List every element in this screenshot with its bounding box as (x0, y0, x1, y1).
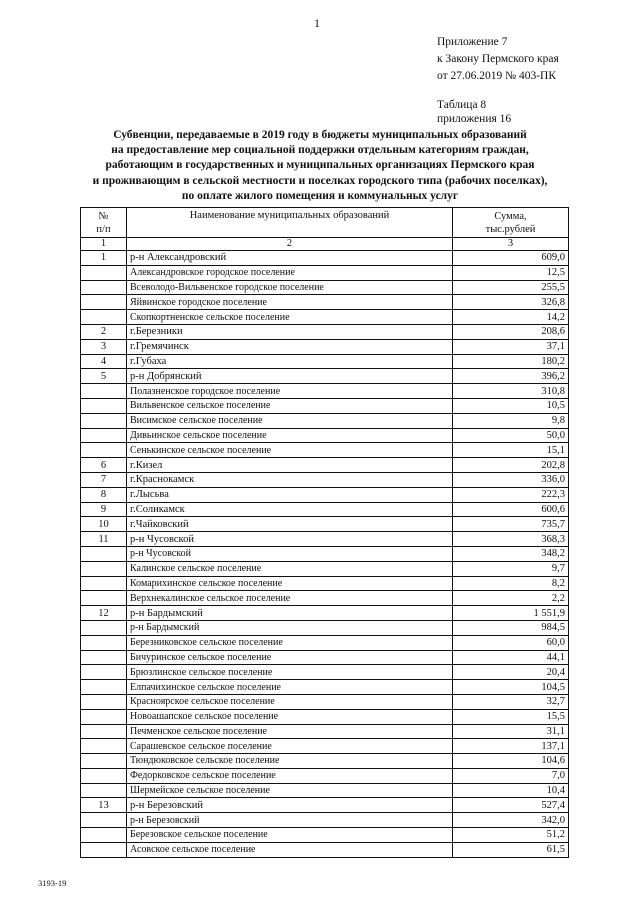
row-number (81, 635, 127, 650)
document-code: 3193-19 (38, 878, 67, 888)
municipality-name: Яйвинское городское поселение (127, 295, 453, 310)
document-title (90, 128, 550, 204)
table-row (81, 709, 569, 724)
title-line-4: и проживающим в сельской местности и поселках городского типа (рабочих поселках), (92, 174, 548, 187)
table-row (81, 798, 569, 813)
subsidy-amount: 735,7 (453, 517, 569, 532)
subsidy-amount: 368,3 (453, 532, 569, 547)
header-sum (453, 208, 569, 238)
row-number: 11 (81, 532, 127, 547)
title-line-1: Субвенции, передаваемые в 2019 году в бюджеты муниципальных образований (113, 129, 527, 141)
row-number: 13 (81, 798, 127, 813)
subsidy-amount: 326,8 (453, 295, 569, 310)
municipality-name: р-н Березовский (127, 798, 453, 813)
municipality-name: Висимское сельское поселение (127, 413, 453, 428)
municipality-name: Шермейское сельское поселение (127, 783, 453, 798)
subsidy-amount: 10,4 (453, 783, 569, 798)
table-row (81, 739, 569, 754)
row-number (81, 443, 127, 458)
subsidy-amount: 20,4 (453, 665, 569, 680)
row-number (81, 413, 127, 428)
row-number (81, 620, 127, 635)
table-ref-line-1: Таблица 8 (437, 99, 487, 111)
header-sum-line-1: Сумма, (494, 210, 527, 222)
municipality-name: Комарихинское сельское поселение (127, 576, 453, 591)
municipality-name: Елпачихинское сельское поселение (127, 680, 453, 695)
municipality-name: р-н Бардымский (127, 620, 453, 635)
table-row (81, 472, 569, 487)
header-number-line-2: п/п (96, 223, 111, 235)
table-row (81, 532, 569, 547)
row-number (81, 591, 127, 606)
row-number (81, 783, 127, 798)
row-number: 5 (81, 369, 127, 384)
table-reference (437, 98, 511, 126)
table-row (81, 546, 569, 561)
appendix-reference (437, 34, 559, 85)
subsidy-amount: 208,6 (453, 324, 569, 339)
page-number: 1 (314, 16, 320, 30)
row-number: 1 (81, 251, 127, 266)
appendix-line-3: от 27.06.2019 № 403-ПК (437, 70, 557, 82)
subsidy-amount: 600,6 (453, 502, 569, 517)
row-number (81, 739, 127, 754)
subsidy-amount: 15,1 (453, 443, 569, 458)
municipality-name: р-н Александровский (127, 251, 453, 266)
table-row (81, 768, 569, 783)
row-number (81, 576, 127, 591)
table-row (81, 635, 569, 650)
row-number: 12 (81, 606, 127, 621)
table-row (81, 561, 569, 576)
subsidy-amount: 348,2 (453, 546, 569, 561)
subsidy-amount: 44,1 (453, 650, 569, 665)
row-number (81, 650, 127, 665)
table-row (81, 665, 569, 680)
row-number: 9 (81, 502, 127, 517)
row-number (81, 384, 127, 399)
subsidy-amount: 32,7 (453, 694, 569, 709)
subsidy-amount: 8,2 (453, 576, 569, 591)
row-number (81, 709, 127, 724)
title-line-5: по оплате жилого помещения и коммунальных услуг (181, 189, 459, 202)
table-row (81, 606, 569, 621)
row-number: 7 (81, 472, 127, 487)
subsidy-amount: 12,5 (453, 265, 569, 280)
table-row (81, 650, 569, 665)
table-row (81, 828, 569, 843)
row-number (81, 561, 127, 576)
municipality-name: Вильвенское сельское поселение (127, 398, 453, 413)
row-number: 4 (81, 354, 127, 369)
table-row (81, 517, 569, 532)
subsidy-amount: 31,1 (453, 724, 569, 739)
municipality-name: Всеволодо-Вильвенское городское поселение (127, 280, 453, 295)
table-row (81, 502, 569, 517)
subsidy-amount: 50,0 (453, 428, 569, 443)
title-line-2: на предоставление мер социальной поддержки отдельным категориям граждан, (111, 144, 529, 157)
municipality-name: р-н Добрянский (127, 369, 453, 384)
municipality-name: Березовское сельское поселение (127, 828, 453, 843)
table-row (81, 694, 569, 709)
table-row (81, 398, 569, 413)
municipality-name: г.Губаха (127, 354, 453, 369)
subsidy-amount: 336,0 (453, 472, 569, 487)
subsidy-amount: 15,5 (453, 709, 569, 724)
subsidy-amount: 1 551,9 (453, 606, 569, 621)
row-number (81, 768, 127, 783)
municipality-name: р-н Чусовской (127, 546, 453, 561)
row-number: 2 (81, 324, 127, 339)
row-number (81, 428, 127, 443)
table-row (81, 458, 569, 473)
municipality-name: г.Чайковский (127, 517, 453, 532)
appendix-line-2: к Закону Пермского края (437, 53, 559, 65)
table-row (81, 310, 569, 325)
municipality-name: г.Гремячинск (127, 339, 453, 354)
row-number: 8 (81, 487, 127, 502)
municipality-name: Новоашапское сельское поселение (127, 709, 453, 724)
subsidy-amount: 310,8 (453, 384, 569, 399)
subsidy-amount: 396,2 (453, 369, 569, 384)
table-row (81, 724, 569, 739)
subsidy-amount: 104,5 (453, 680, 569, 695)
table-row (81, 324, 569, 339)
column-number: 2 (127, 238, 453, 251)
table-row (81, 265, 569, 280)
row-number (81, 813, 127, 828)
municipality-name: Бичуринское сельское поселение (127, 650, 453, 665)
row-number: 6 (81, 458, 127, 473)
header-sum-line-2: тыс.рублей (485, 223, 536, 235)
subsidy-amount: 342,0 (453, 813, 569, 828)
table-row (81, 443, 569, 458)
table-row (81, 354, 569, 369)
column-number: 1 (81, 238, 127, 251)
subsidy-amount: 9,7 (453, 561, 569, 576)
subsidy-amount: 104,6 (453, 754, 569, 769)
table-row (81, 576, 569, 591)
row-number: 3 (81, 339, 127, 354)
municipality-name: Березниковское сельское поселение (127, 635, 453, 650)
subsidy-amount: 255,5 (453, 280, 569, 295)
row-number (81, 680, 127, 695)
title-line-3: работающим в государственных и муниципальных организациях Пермского края (105, 159, 535, 172)
subsidy-amount: 180,2 (453, 354, 569, 369)
table-row (81, 842, 569, 857)
municipality-name: г.Кизел (127, 458, 453, 473)
table-row (81, 680, 569, 695)
row-number (81, 280, 127, 295)
subsidy-amount: 984,5 (453, 620, 569, 635)
municipality-name: Сенькинское сельское поселение (127, 443, 453, 458)
table-row (81, 813, 569, 828)
table-row (81, 428, 569, 443)
municipality-name: Скопкортненское сельское поселение (127, 310, 453, 325)
row-number: 10 (81, 517, 127, 532)
subsidy-amount: 61,5 (453, 842, 569, 857)
subsidy-amount: 14,2 (453, 310, 569, 325)
subsidy-amount: 609,0 (453, 251, 569, 266)
row-number (81, 754, 127, 769)
municipality-name: г.Соликамск (127, 502, 453, 517)
subsidy-amount: 202,8 (453, 458, 569, 473)
municipality-name: г.Краснокамск (127, 472, 453, 487)
subsidies-table (80, 207, 569, 858)
table-row (81, 413, 569, 428)
subsidy-amount: 60,0 (453, 635, 569, 650)
table-row (81, 280, 569, 295)
municipality-name: Тюндюковское сельское поселение (127, 754, 453, 769)
municipality-name: Федорковское сельское поселение (127, 768, 453, 783)
municipality-name: Брюзлинское сельское поселение (127, 665, 453, 680)
municipality-name: Сарашевское сельское поселение (127, 739, 453, 754)
row-number (81, 724, 127, 739)
subsidy-amount: 222,3 (453, 487, 569, 502)
row-number (81, 694, 127, 709)
row-number (81, 295, 127, 310)
municipality-name: г.Березники (127, 324, 453, 339)
table-row (81, 754, 569, 769)
row-number (81, 310, 127, 325)
row-number (81, 398, 127, 413)
municipality-name: Красноярское сельское поселение (127, 694, 453, 709)
subsidy-amount: 51,2 (453, 828, 569, 843)
municipality-name: р-н Бардымский (127, 606, 453, 621)
row-number (81, 546, 127, 561)
appendix-line-1: Приложение 7 (437, 36, 508, 48)
header-number (81, 208, 127, 238)
table-row (81, 487, 569, 502)
table-row (81, 384, 569, 399)
subsidy-amount: 7,0 (453, 768, 569, 783)
header-name: Наименование муниципальных образований (127, 208, 453, 238)
table-row (81, 251, 569, 266)
table-row (81, 620, 569, 635)
municipality-name: Калинское сельское поселение (127, 561, 453, 576)
subsidy-amount: 37,1 (453, 339, 569, 354)
subsidy-amount: 2,2 (453, 591, 569, 606)
municipality-name: Дивьинское сельское поселение (127, 428, 453, 443)
table-row (81, 591, 569, 606)
municipality-name: р-н Чусовской (127, 532, 453, 547)
table-row (81, 295, 569, 310)
municipality-name: Верхнекалинское сельское поселение (127, 591, 453, 606)
header-number-line-1: № (98, 210, 109, 222)
column-number: 3 (453, 238, 569, 251)
column-numbers-row (81, 238, 569, 251)
table-row (81, 783, 569, 798)
table-header-row (81, 208, 569, 238)
subsidy-amount: 137,1 (453, 739, 569, 754)
subsidy-amount: 10,5 (453, 398, 569, 413)
municipality-name: Полазненское городское поселение (127, 384, 453, 399)
municipality-name: Асовское сельское поселение (127, 842, 453, 857)
municipality-name: р-н Березовский (127, 813, 453, 828)
row-number (81, 665, 127, 680)
row-number (81, 828, 127, 843)
municipality-name: г.Лысьва (127, 487, 453, 502)
subsidy-amount: 527,4 (453, 798, 569, 813)
table-ref-line-2: приложения 16 (437, 113, 512, 125)
table-row (81, 369, 569, 384)
row-number (81, 842, 127, 857)
municipality-name: Александровское городское поселение (127, 265, 453, 280)
municipality-name: Печменское сельское поселение (127, 724, 453, 739)
row-number (81, 265, 127, 280)
table-row (81, 339, 569, 354)
subsidy-amount: 9,8 (453, 413, 569, 428)
